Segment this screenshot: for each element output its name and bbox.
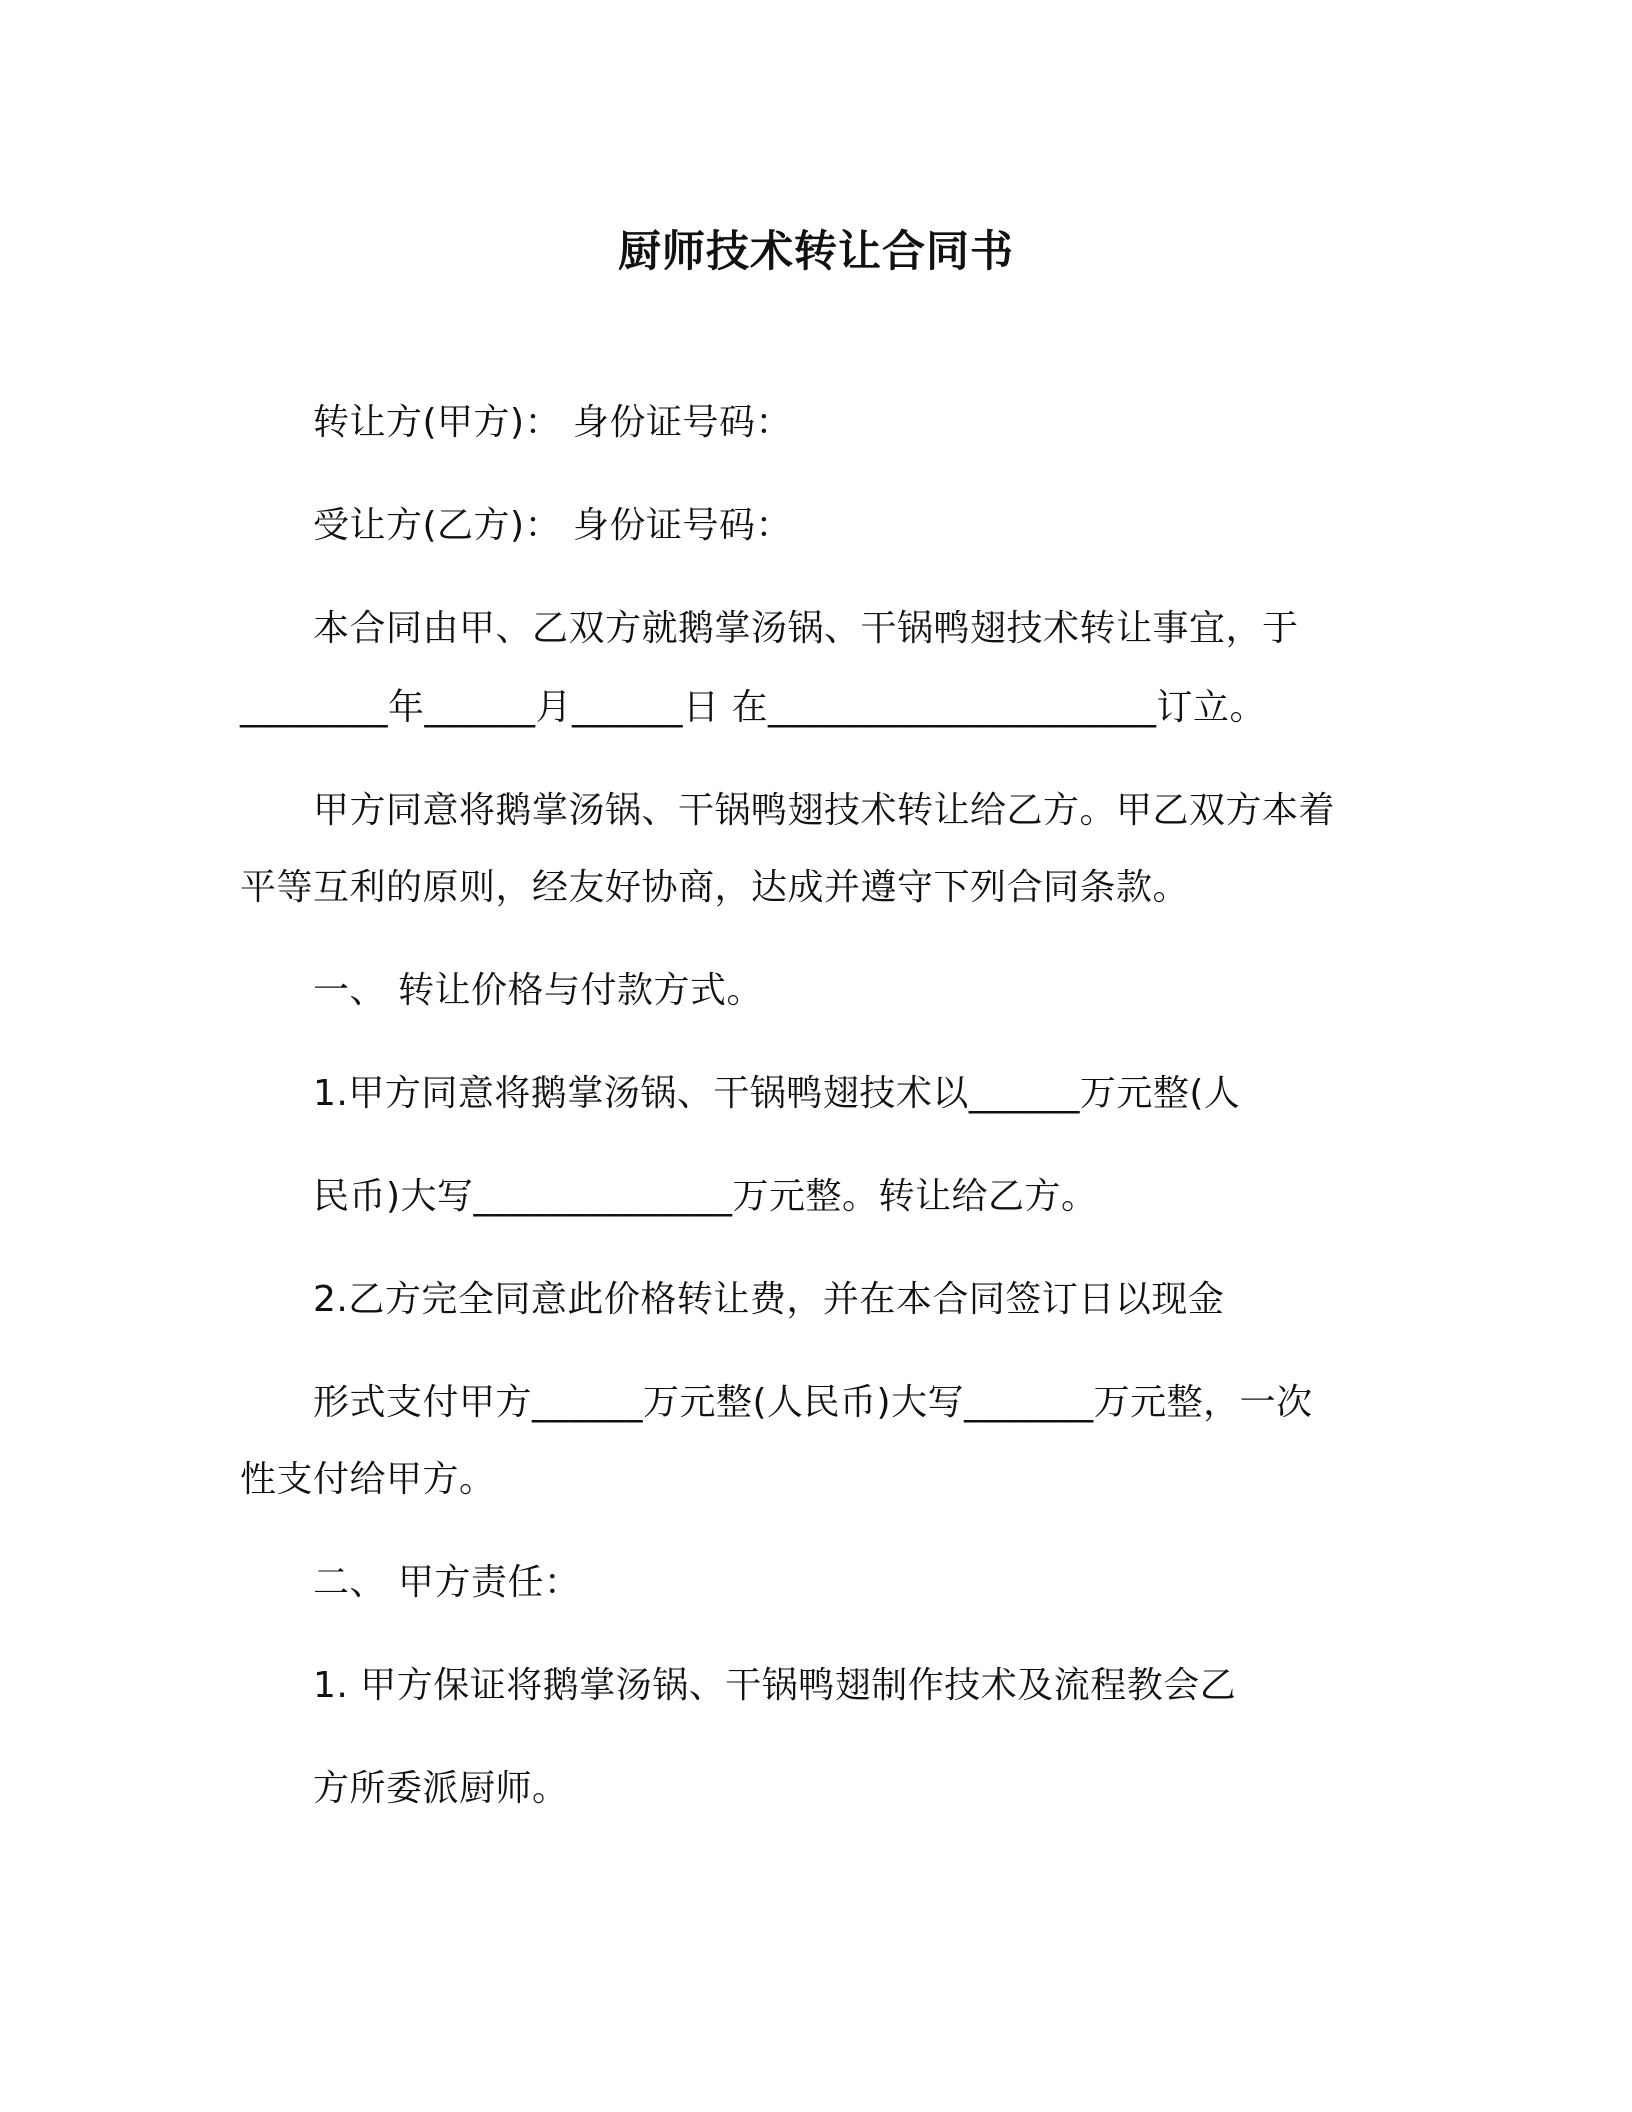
document-title: 厨师技术转让合同书 (618, 227, 1014, 277)
party-a-line: 转让方(甲方)： 身份证号码： (313, 402, 793, 443)
clause-line: 民币)大写______________万元整。转让给乙方。 (313, 1176, 1098, 1217)
paragraph-line: 甲方同意将鹅掌汤锅、干锅鸭翅技术转让给乙方。甲乙双方本着 (313, 790, 1336, 831)
party-b-line: 受让方(乙方)： 身份证号码： (313, 505, 793, 546)
clause-line: 方所委派厨师。 (313, 1768, 569, 1809)
paragraph-line: ________年______月______日 在_____________________订立。 (240, 687, 1266, 728)
clause-line: 性支付给甲方。 (240, 1459, 496, 1500)
clause-line: 2.乙方完全同意此价格转让费，并在本合同签订日以现金 (313, 1279, 1225, 1320)
paragraph-line: 平等互利的原则，经友好协商，达成并遵守下列合同条款。 (240, 867, 1190, 908)
paragraph-line: 本合同由甲、乙双方就鹅掌汤锅、干锅鸭翅技术转让事宜，于 (313, 608, 1299, 649)
clause-line: 1.甲方同意将鹅掌汤锅、干锅鸭翅技术以______万元整(人 (313, 1073, 1241, 1114)
clause-line: 形式支付甲方______万元整(人民币)大写_______万元整，一次 (313, 1382, 1313, 1423)
section-heading: 一、 转让价格与付款方式。 (313, 970, 763, 1011)
section-heading: 二、 甲方责任： (313, 1562, 581, 1603)
clause-line: 1. 甲方保证将鹅掌汤锅、干锅鸭翅制作技术及流程教会乙 (313, 1665, 1237, 1706)
